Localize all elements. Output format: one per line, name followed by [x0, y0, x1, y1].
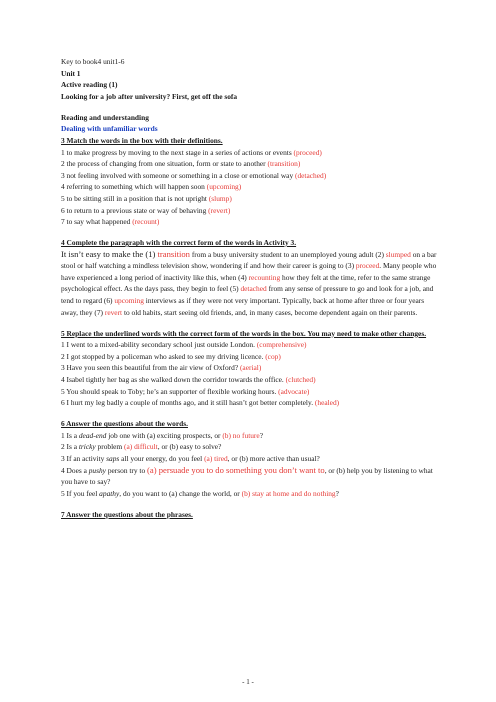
list-item: 4 Does a pushy person try to (a) persuade you to do something you don’t want to, or (b) help you by listening to what you have to say? [61, 464, 433, 487]
answer-text: (revert) [208, 205, 231, 215]
answer-text: (slump) [208, 193, 232, 203]
answer-text: (detached) [295, 170, 327, 180]
answer-text: (a) tired [204, 453, 228, 463]
exercise-5-heading: 5 Replace the underlined words with the correct form of the words in the box. You may need to make other changes. [61, 328, 427, 338]
answer-text: (proceed) [293, 147, 322, 157]
page-number: - 1 - [242, 678, 254, 686]
reading-label: Active reading (1) [61, 80, 118, 90]
list-item: 2 the process of changing from one situation, form or state to another (transition) [61, 159, 301, 169]
list-item: 5 to be sitting still in a position that is not upright (slump) [61, 193, 232, 203]
list-item: 3 not feeling involved with someone or something in a close or emotional way (detached) [61, 170, 327, 180]
answer-text: (b) stay at home and do nothing [241, 488, 336, 498]
answer-text: detached [240, 284, 267, 294]
list-item: 7 to say what happened (recount) [61, 217, 160, 227]
list-item: 1 to make progress by moving to the next stage in a series of actions or events (proceed) [61, 147, 322, 157]
answer-text: (advocate) [278, 386, 310, 396]
answer-text: (comprehensive) [256, 340, 307, 350]
exercise-3-heading: 3 Match the words in the box with their definitions. [61, 135, 223, 145]
list-item: 6 I hurt my leg badly a couple of months ago, and it still hasn’t got better completely. (healed) [61, 398, 340, 408]
answer-text: (healed) [314, 398, 340, 408]
answer-text: (cop) [265, 351, 281, 361]
answer-text: transition [157, 248, 190, 259]
list-item: 1 I went to a mixed-ability secondary school just outside London. (comprehensive) [61, 340, 307, 350]
document-content [61, 56, 437, 520]
exercise-3-list [61, 147, 437, 228]
answer-text: upcoming [114, 296, 144, 306]
answer-text: (upcoming) [206, 182, 242, 192]
list-item: 4 Isabel tightly her bag as she walked down the corridor towards the office. (clutched) [61, 375, 316, 385]
exercise-6-list [61, 430, 437, 500]
answer-text: (aerial) [239, 363, 262, 373]
answer-text: (clutched) [285, 375, 316, 385]
exercise-4-paragraph: It isn’t easy to make the (1) transition from a busy university student to an unemployed young adult (2) slumped on a bar stool or half watching a mindless television show, wondering if and how their career is going to (3) proceed. Many people who have experienced a long period of inactivity like this, when (4) recounting how they felt at the time, refer to the same strange psychological effect. As the days pass, they begin to feel (5) detached from any sense of pressure to go and look for a job, and tend to regard (6) upcoming interviews as if they were not very important. Typically, back at home after three or four years away, they (7) revert to old habits, start seeing old friends, and, in many cases, become dependent again on their parents. [61, 248, 437, 317]
list-item: 4 referring to something which will happen soon (upcoming) [61, 182, 242, 192]
answer-text: revert [104, 307, 123, 317]
exercise-7-heading: 7 Answer the questions about the phrases. [61, 509, 193, 519]
list-item: 5 If you feel apathy, do you want to (a) change the world, or (b) stay at home and do nothing? [61, 488, 339, 498]
answer-text: (a) persuade you to do something you don’t want to [147, 464, 325, 475]
answer-text: (transition) [267, 159, 301, 169]
answer-text: recounting [248, 272, 281, 282]
unit-heading: Unit 1 [61, 68, 81, 78]
doc-title-line: Key to book4 unit1-6 [61, 57, 125, 66]
section-reading-understanding: Reading and understanding [61, 112, 149, 122]
answer-text: (recount) [132, 217, 160, 227]
answer-text: (b) no future [222, 430, 260, 440]
answer-text: slumped [385, 249, 411, 259]
reading-title: Looking for a job after university? First, get off the sofa [61, 91, 238, 101]
exercise-4-heading: 4 Complete the paragraph with the correct form of the words in Activity 3. [61, 238, 297, 248]
answer-text: (a) difficult [124, 442, 158, 452]
answer-text: proceed [355, 261, 380, 271]
exercise-5-list [61, 339, 437, 409]
section-unfamiliar-words: Dealing with unfamiliar words [61, 124, 158, 134]
list-item: 6 to return to a previous state or way of behaving (revert) [61, 205, 231, 215]
list-item: 3 Have you seen this beautiful from the air view of Oxford? (aerial) [61, 363, 262, 373]
list-item: 2 Is a tricky problem (a) difficult, or (b) easy to solve? [61, 442, 222, 452]
list-item: 1 Is a dead-end job one with (a) exciting prospects, or (b) no future? [61, 430, 263, 440]
list-item: 2 I got stopped by a policeman who asked to see my driving licence. (cop) [61, 351, 281, 361]
exercise-6-heading: 6 Answer the questions about the words. [61, 419, 188, 429]
list-item: 3 If an activity saps all your energy, do you feel (a) tired, or (b) more active than usual? [61, 453, 320, 463]
list-item: 5 You should speak to Toby; he’s an supporter of flexible working hours. (advocate) [61, 386, 310, 396]
